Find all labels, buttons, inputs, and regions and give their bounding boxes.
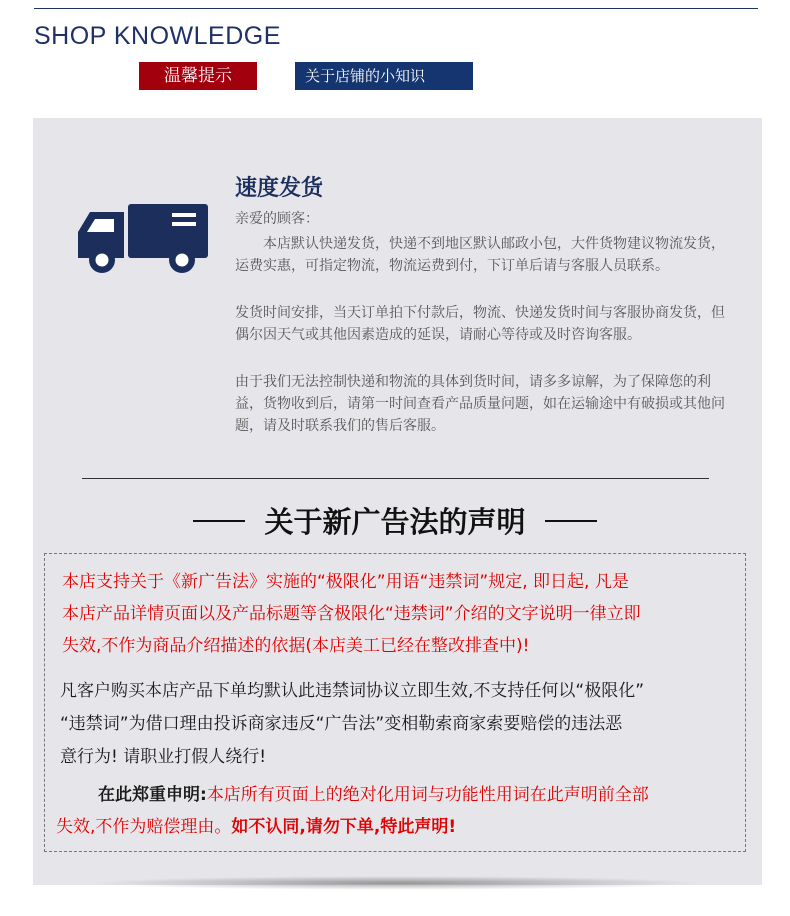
black-line-1: 凡客户购买本店产品下单均默认此违禁词协议立即生效,不支持任何以“极限化” — [60, 681, 645, 701]
truck-icon — [78, 204, 208, 276]
red-line-3: 失效,不作为商品介绍描述的依据(本店美工已经在整改排查中)! — [62, 636, 530, 656]
red-line-2: 本店产品详情页面以及产品标题等含极限化“违禁词”介绍的文字说明一律立即 — [62, 604, 641, 624]
section-divider — [82, 478, 709, 479]
notice-red-1: 本店所有页面上的绝对化用词与功能性用词在此声明前全部 — [206, 785, 649, 805]
red-line-1: 本店支持关于《新广告法》实施的“极限化”用语“违禁词”规定, 即日起, 凡是 — [62, 572, 629, 592]
black-line-3: 意行为! 请职业打假人绕行! — [60, 747, 267, 767]
shipping-paragraph-3: 由于我们无法控制快递和物流的具体到货时间，请多多谅解，为了保障您的利益，货物收到后，请第一时间查看产品质量问题，如在运输途中有破损或其他问题，请及时联系我们的售后客服。 — [235, 374, 725, 434]
warm-tips-tag: 温馨提示 — [139, 62, 257, 90]
notice-label: 在此郑重申明: — [98, 785, 207, 805]
notice-red-2: 失效,不作为赔偿理由。 — [56, 817, 232, 837]
page-title: SHOP KNOWLEDGE — [34, 22, 281, 50]
declaration-title: 关于新广告法的声明 — [264, 505, 526, 539]
declaration-box — [44, 553, 746, 852]
shop-knowledge-tag: 关于店铺的小知识 — [295, 62, 473, 90]
black-line-2: “违禁词”为借口理由投诉商家违反“广告法”变相勒索商家索要赔偿的违法恶 — [60, 714, 623, 734]
shipping-paragraph-1: 本店默认快递发货，快递不到地区默认邮政小包，大件货物建议物流发货，运费实惠，可指定物流，物流运费到付，下订单后请与客服人员联系。 — [235, 236, 725, 274]
top-divider — [34, 8, 758, 9]
notice-line-2 — [56, 812, 456, 837]
panel-shadow — [90, 876, 702, 890]
shipping-paragraph-2: 发货时间安排，当天订单拍下付款后，物流、快递发货时间与客服协商发货，但偶尔因天气或其他因素造成的延误，请耐心等待或及时咨询客服。 — [235, 305, 725, 343]
shipping-greeting: 亲爱的顾客： — [235, 211, 319, 227]
declaration-heading — [0, 500, 790, 541]
shipping-title: 速度发货 — [235, 176, 324, 201]
heading-dash-left — [193, 520, 245, 522]
notice-line-1 — [98, 780, 649, 805]
heading-dash-right — [545, 520, 597, 522]
notice-red-bold: 如不认同,请勿下单,特此声明! — [231, 817, 457, 837]
